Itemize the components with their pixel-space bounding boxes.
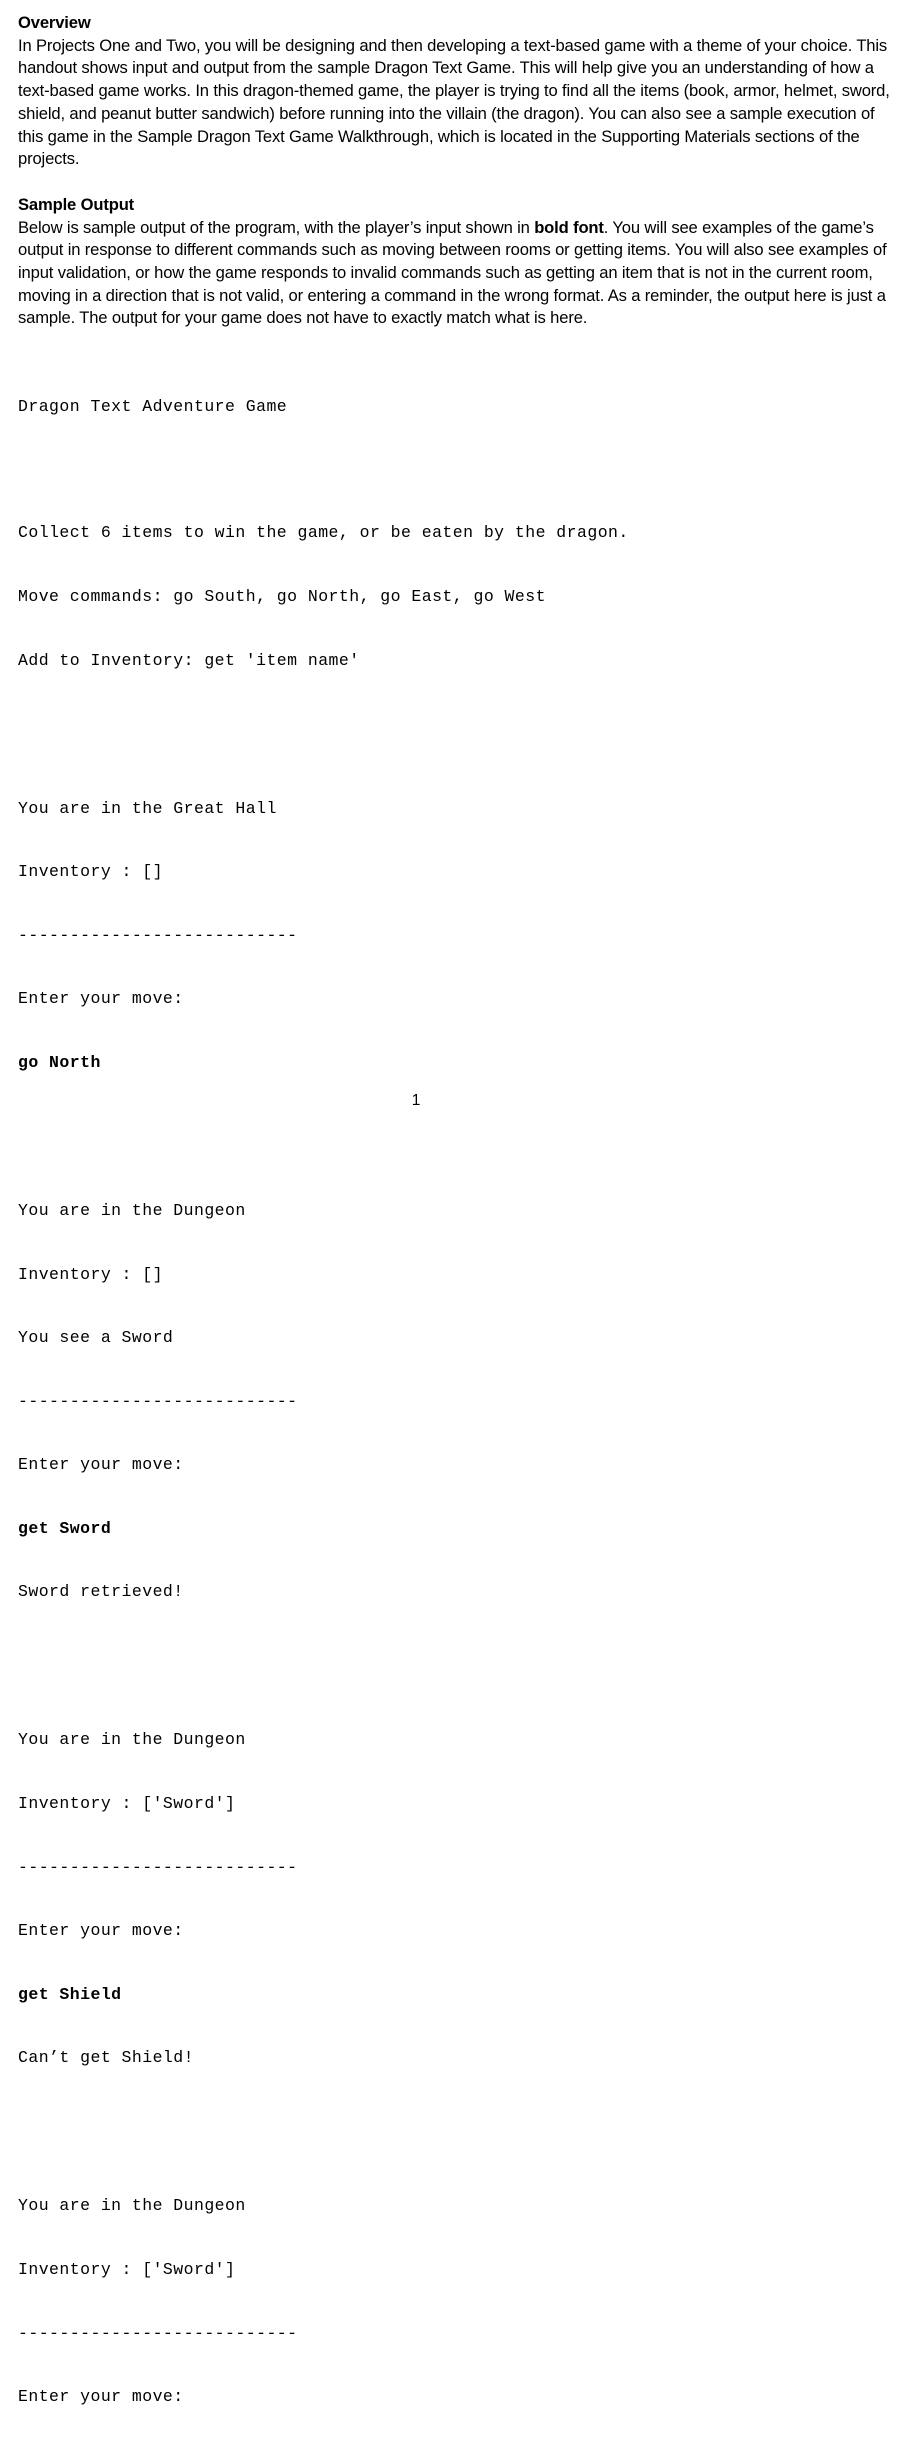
move-prompt-line: Enter your move: bbox=[18, 2387, 184, 2407]
sample-output-section bbox=[18, 194, 898, 330]
sample-output-paragraph bbox=[18, 217, 898, 331]
room-status-line: You are in the Dungeon bbox=[18, 1730, 246, 1750]
move-commands-line: Move commands: go South, go North, go East, go West bbox=[18, 586, 546, 606]
item-visible-line: You see a Sword bbox=[18, 1328, 174, 1348]
inventory-status-line: Inventory : ['Sword'] bbox=[18, 2260, 236, 2280]
paragraph-text-end: . You will see examples of the game’s output in response to different commands such as moving between rooms or getting items. You will also see examples of input validation, or how the game responds to invalid commands such as getting an item that is not in the current room, moving in a direction that is not valid, or entering a command in the wrong format. As a reminder, the output here is just a sample. The output for your game does not have to exactly match what is here. bbox=[18, 217, 887, 328]
separator-line: --------------------------- bbox=[18, 925, 298, 945]
separator-line: --------------------------- bbox=[18, 2323, 298, 2343]
page-content bbox=[18, 12, 898, 2450]
game-response-line: Can’t get Shield! bbox=[18, 2048, 194, 2068]
room-status-line: You are in the Dungeon bbox=[18, 1200, 246, 1220]
overview-paragraph: In Projects One and Two, you will be designing and then developing a text-based game with a theme of your choice. This handout shows input and output from the sample Dragon Text Game. This will help give you an understanding of how a text-based game works. In this dragon-themed game, the player is trying to find all the items (book, armor, helmet, sword, shield, and peanut butter sandwich) before running into the villain (the dragon). You can also see a sample execution of this game in the Sample Dragon Text Game Walkthrough, which is located in the Supporting Materials sections of the projects. bbox=[18, 35, 890, 169]
move-prompt-line: Enter your move: bbox=[18, 1921, 184, 1941]
inventory-status-line: Inventory : [] bbox=[18, 862, 163, 882]
separator-line: --------------------------- bbox=[18, 1391, 298, 1411]
move-prompt-line: Enter your move: bbox=[18, 1455, 184, 1475]
inventory-status-line: Inventory : ['Sword'] bbox=[18, 1794, 236, 1814]
move-prompt-line: Enter your move: bbox=[18, 989, 184, 1009]
inventory-status-line: Inventory : [] bbox=[18, 1264, 163, 1284]
game-sample-output bbox=[18, 353, 898, 2450]
overview-section bbox=[18, 12, 898, 171]
player-input-line: get Sword bbox=[18, 1518, 112, 1538]
sample-output-heading: Sample Output bbox=[18, 194, 135, 214]
room-status-line: You are in the Great Hall bbox=[18, 798, 277, 818]
page-number: 1 bbox=[411, 1092, 421, 1109]
overview-heading: Overview bbox=[18, 13, 91, 32]
game-title-line: Dragon Text Adventure Game bbox=[18, 396, 288, 416]
game-response-line: Sword retrieved! bbox=[18, 1582, 184, 1602]
separator-line: --------------------------- bbox=[18, 1857, 298, 1877]
player-input-line: get Shield bbox=[18, 1984, 122, 2004]
player-input-line: go North bbox=[18, 1052, 101, 1072]
game-intro-line: Collect 6 items to win the game, or be eaten by the dragon. bbox=[18, 523, 629, 543]
room-status-line: You are in the Dungeon bbox=[18, 2196, 246, 2216]
bold-font-phrase: bold font bbox=[534, 217, 604, 237]
paragraph-text-start: Below is sample output of the program, with the player’s input shown in bbox=[18, 217, 535, 237]
inventory-command-line: Add to Inventory: get 'item name' bbox=[18, 650, 360, 670]
